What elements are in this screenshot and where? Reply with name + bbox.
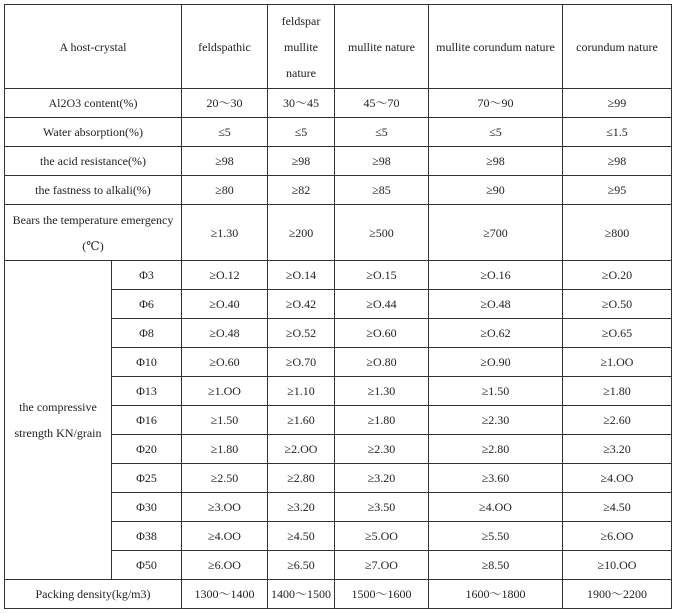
table-cell: 70～90 <box>429 89 563 118</box>
table-cell: ≥98 <box>429 147 563 176</box>
table-cell: ≥98 <box>563 147 672 176</box>
table-row <box>5 89 672 118</box>
table-cell: ≥1.30 <box>182 205 268 261</box>
table-cell: ≥1.30 <box>335 377 429 406</box>
table-cell: ≥O.48 <box>429 290 563 319</box>
table-row <box>5 176 672 205</box>
table-cell: ≥O.40 <box>182 290 268 319</box>
table-cell: ≥8.50 <box>429 551 563 580</box>
table-cell: ≥O.15 <box>335 261 429 290</box>
table-cell: ≥3.60 <box>429 464 563 493</box>
table-cell: ≥4.50 <box>268 522 335 551</box>
table-row <box>5 261 672 290</box>
table-cell: ≥O.80 <box>335 348 429 377</box>
header-corner: A host-crystal <box>5 5 182 89</box>
table-cell: ≥3.20 <box>563 435 672 464</box>
particle-size-label: Φ20 <box>112 435 182 464</box>
table-cell: 1400～1500 <box>268 580 335 609</box>
table-cell: ≥O.52 <box>268 319 335 348</box>
table-cell: ≥98 <box>268 147 335 176</box>
row-label: Packing density(kg/m3) <box>5 580 182 609</box>
table-cell: ≥6.OO <box>182 551 268 580</box>
header-row <box>5 5 672 89</box>
col-header-feldspar-mullite: feldspar mullite nature <box>268 5 335 89</box>
col-header-corundum: corundum nature <box>563 5 672 89</box>
table-cell: ≥O.16 <box>429 261 563 290</box>
table-cell: ≥1.80 <box>563 377 672 406</box>
table-cell: ≥5.50 <box>429 522 563 551</box>
table-cell: ≥1.OO <box>182 377 268 406</box>
table-cell: 45～70 <box>335 89 429 118</box>
table-cell: ≥4.OO <box>182 522 268 551</box>
table-cell: ≥1.50 <box>429 377 563 406</box>
table-row <box>5 580 672 609</box>
table-cell: ≥95 <box>563 176 672 205</box>
table-cell: ≥1.80 <box>182 435 268 464</box>
table-cell: ≥O.90 <box>429 348 563 377</box>
properties-table <box>4 4 672 609</box>
table-cell: ≥82 <box>268 176 335 205</box>
table-cell: ≥O.65 <box>563 319 672 348</box>
particle-size-label: Φ13 <box>112 377 182 406</box>
col-header-mullite: mullite nature <box>335 5 429 89</box>
particle-size-label: Φ10 <box>112 348 182 377</box>
table-cell: ≥O.50 <box>563 290 672 319</box>
table-cell: ≥3.OO <box>182 493 268 522</box>
particle-size-label: Φ16 <box>112 406 182 435</box>
table-cell: 1900～2200 <box>563 580 672 609</box>
table-cell: ≥O.70 <box>268 348 335 377</box>
table-cell: ≥O.20 <box>563 261 672 290</box>
particle-size-label: Φ38 <box>112 522 182 551</box>
row-label: Al2O3 content(%) <box>5 89 182 118</box>
table-cell: ≥6.50 <box>268 551 335 580</box>
table-cell: ≥80 <box>182 176 268 205</box>
table-cell: 30～45 <box>268 89 335 118</box>
particle-size-label: Φ3 <box>112 261 182 290</box>
particle-size-label: Φ6 <box>112 290 182 319</box>
table-cell: ≥2.30 <box>429 406 563 435</box>
table-cell: 1300～1400 <box>182 580 268 609</box>
row-label: the acid resistance(%) <box>5 147 182 176</box>
table-cell: ≥2.80 <box>268 464 335 493</box>
table-cell: ≥10.OO <box>563 551 672 580</box>
table-cell: ≤1.5 <box>563 118 672 147</box>
particle-size-label: Φ30 <box>112 493 182 522</box>
col-header-mullite-corundum: mullite corundum nature <box>429 5 563 89</box>
table-cell: ≥3.50 <box>335 493 429 522</box>
table-cell: ≥2.60 <box>563 406 672 435</box>
table-cell: ≥2.OO <box>268 435 335 464</box>
table-cell: ≥200 <box>268 205 335 261</box>
table-cell: ≥4.OO <box>429 493 563 522</box>
table-cell: ≥7.OO <box>335 551 429 580</box>
table-cell: 1600～1800 <box>429 580 563 609</box>
particle-size-label: Φ50 <box>112 551 182 580</box>
row-label: Water absorption(%) <box>5 118 182 147</box>
table-cell: ≥3.20 <box>335 464 429 493</box>
table-cell: ≤5 <box>182 118 268 147</box>
table-row <box>5 118 672 147</box>
table-cell: ≥4.OO <box>563 464 672 493</box>
compressive-strength-label: the compressive strength KN/grain <box>5 261 112 580</box>
table-cell: ≤5 <box>429 118 563 147</box>
table-cell: ≤5 <box>268 118 335 147</box>
table-cell: ≥6.OO <box>563 522 672 551</box>
table-cell: ≥O.44 <box>335 290 429 319</box>
table-cell: ≥O.42 <box>268 290 335 319</box>
particle-size-label: Φ25 <box>112 464 182 493</box>
table-cell: 1500～1600 <box>335 580 429 609</box>
table-cell: ≥98 <box>335 147 429 176</box>
table-cell: ≥700 <box>429 205 563 261</box>
table-cell: ≥3.20 <box>268 493 335 522</box>
table-cell: ≥90 <box>429 176 563 205</box>
table-cell: ≥1.10 <box>268 377 335 406</box>
table-cell: 20～30 <box>182 89 268 118</box>
table-row <box>5 147 672 176</box>
table-cell: ≥O.60 <box>182 348 268 377</box>
table-cell: ≥O.14 <box>268 261 335 290</box>
table-cell: ≥O.48 <box>182 319 268 348</box>
row-label: the fastness to alkali(%) <box>5 176 182 205</box>
table-cell: ≤5 <box>335 118 429 147</box>
table-cell: ≥2.80 <box>429 435 563 464</box>
table-row <box>5 205 672 261</box>
table-cell: ≥5.OO <box>335 522 429 551</box>
table-cell: ≥99 <box>563 89 672 118</box>
table-cell: ≥O.62 <box>429 319 563 348</box>
table-cell: ≥O.12 <box>182 261 268 290</box>
table-cell: ≥1.OO <box>563 348 672 377</box>
table-cell: ≥500 <box>335 205 429 261</box>
table-cell: ≥1.80 <box>335 406 429 435</box>
table-cell: ≥4.50 <box>563 493 672 522</box>
table-cell: ≥1.50 <box>182 406 268 435</box>
row-label: Bears the temperature emergency (℃) <box>5 205 182 261</box>
table-cell: ≥O.60 <box>335 319 429 348</box>
table-cell: ≥2.30 <box>335 435 429 464</box>
table-cell: ≥2.50 <box>182 464 268 493</box>
table-cell: ≥85 <box>335 176 429 205</box>
table-cell: ≥98 <box>182 147 268 176</box>
particle-size-label: Φ8 <box>112 319 182 348</box>
col-header-feldspathic: feldspathic <box>182 5 268 89</box>
table-cell: ≥800 <box>563 205 672 261</box>
table-cell: ≥1.60 <box>268 406 335 435</box>
